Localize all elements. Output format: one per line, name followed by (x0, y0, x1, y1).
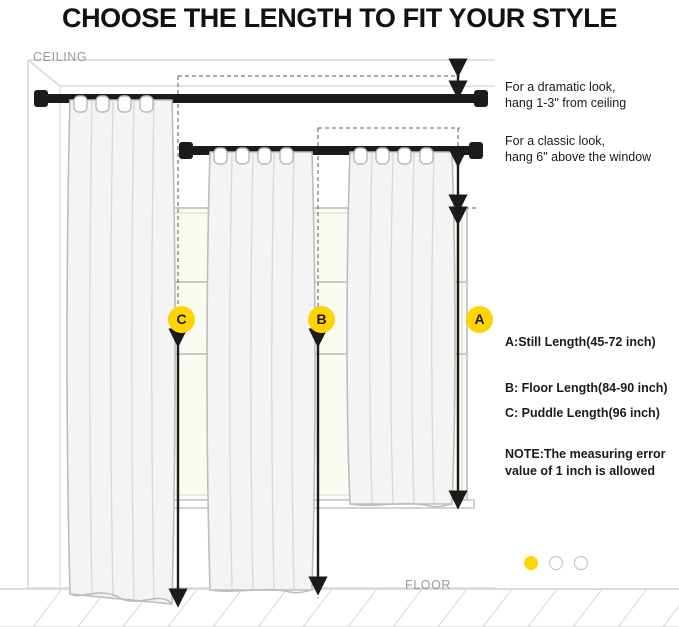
dramatic-look-note (505, 79, 626, 111)
curtain-panel-floor (207, 148, 315, 593)
legend-sill-length: A:Still Length(45-72 inch) (505, 335, 656, 349)
legend-puddle-length: C: Puddle Length(96 inch) (505, 406, 660, 420)
floor-label: FLOOR (405, 578, 452, 592)
carousel-dots[interactable] (524, 556, 588, 570)
legend-floor-length: B: Floor Length(84-90 inch) (505, 381, 668, 395)
carousel-dot-2[interactable] (549, 556, 563, 570)
badge-b: B (308, 306, 335, 333)
ceiling-label: CEILING (33, 50, 88, 64)
dramatic-look-line-2: hang 1-3" from ceiling (505, 96, 627, 110)
carousel-dot-1[interactable] (524, 556, 538, 570)
curtain-length-diagram (0, 38, 679, 627)
curtain-panel-sill (347, 148, 455, 507)
measuring-error-line-1: NOTE:The measuring error (505, 447, 666, 461)
badge-a: A (466, 306, 493, 333)
carousel-dot-3[interactable] (574, 556, 588, 570)
diagram-stage (0, 38, 679, 627)
classic-look-line-1: For a classic look, (505, 134, 606, 148)
measuring-error-note (505, 446, 675, 480)
measuring-error-line-2: value of 1 inch is allowed (505, 464, 656, 478)
dramatic-look-line-1: For a dramatic look, (505, 80, 616, 94)
badge-c: C (168, 306, 195, 333)
page-title: CHOOSE THE LENGTH TO FIT YOUR STYLE (61, 3, 618, 33)
classic-look-line-2: hang 6" above the window (505, 150, 652, 164)
classic-look-note (505, 133, 651, 165)
curtain-panel-puddle (67, 96, 175, 604)
